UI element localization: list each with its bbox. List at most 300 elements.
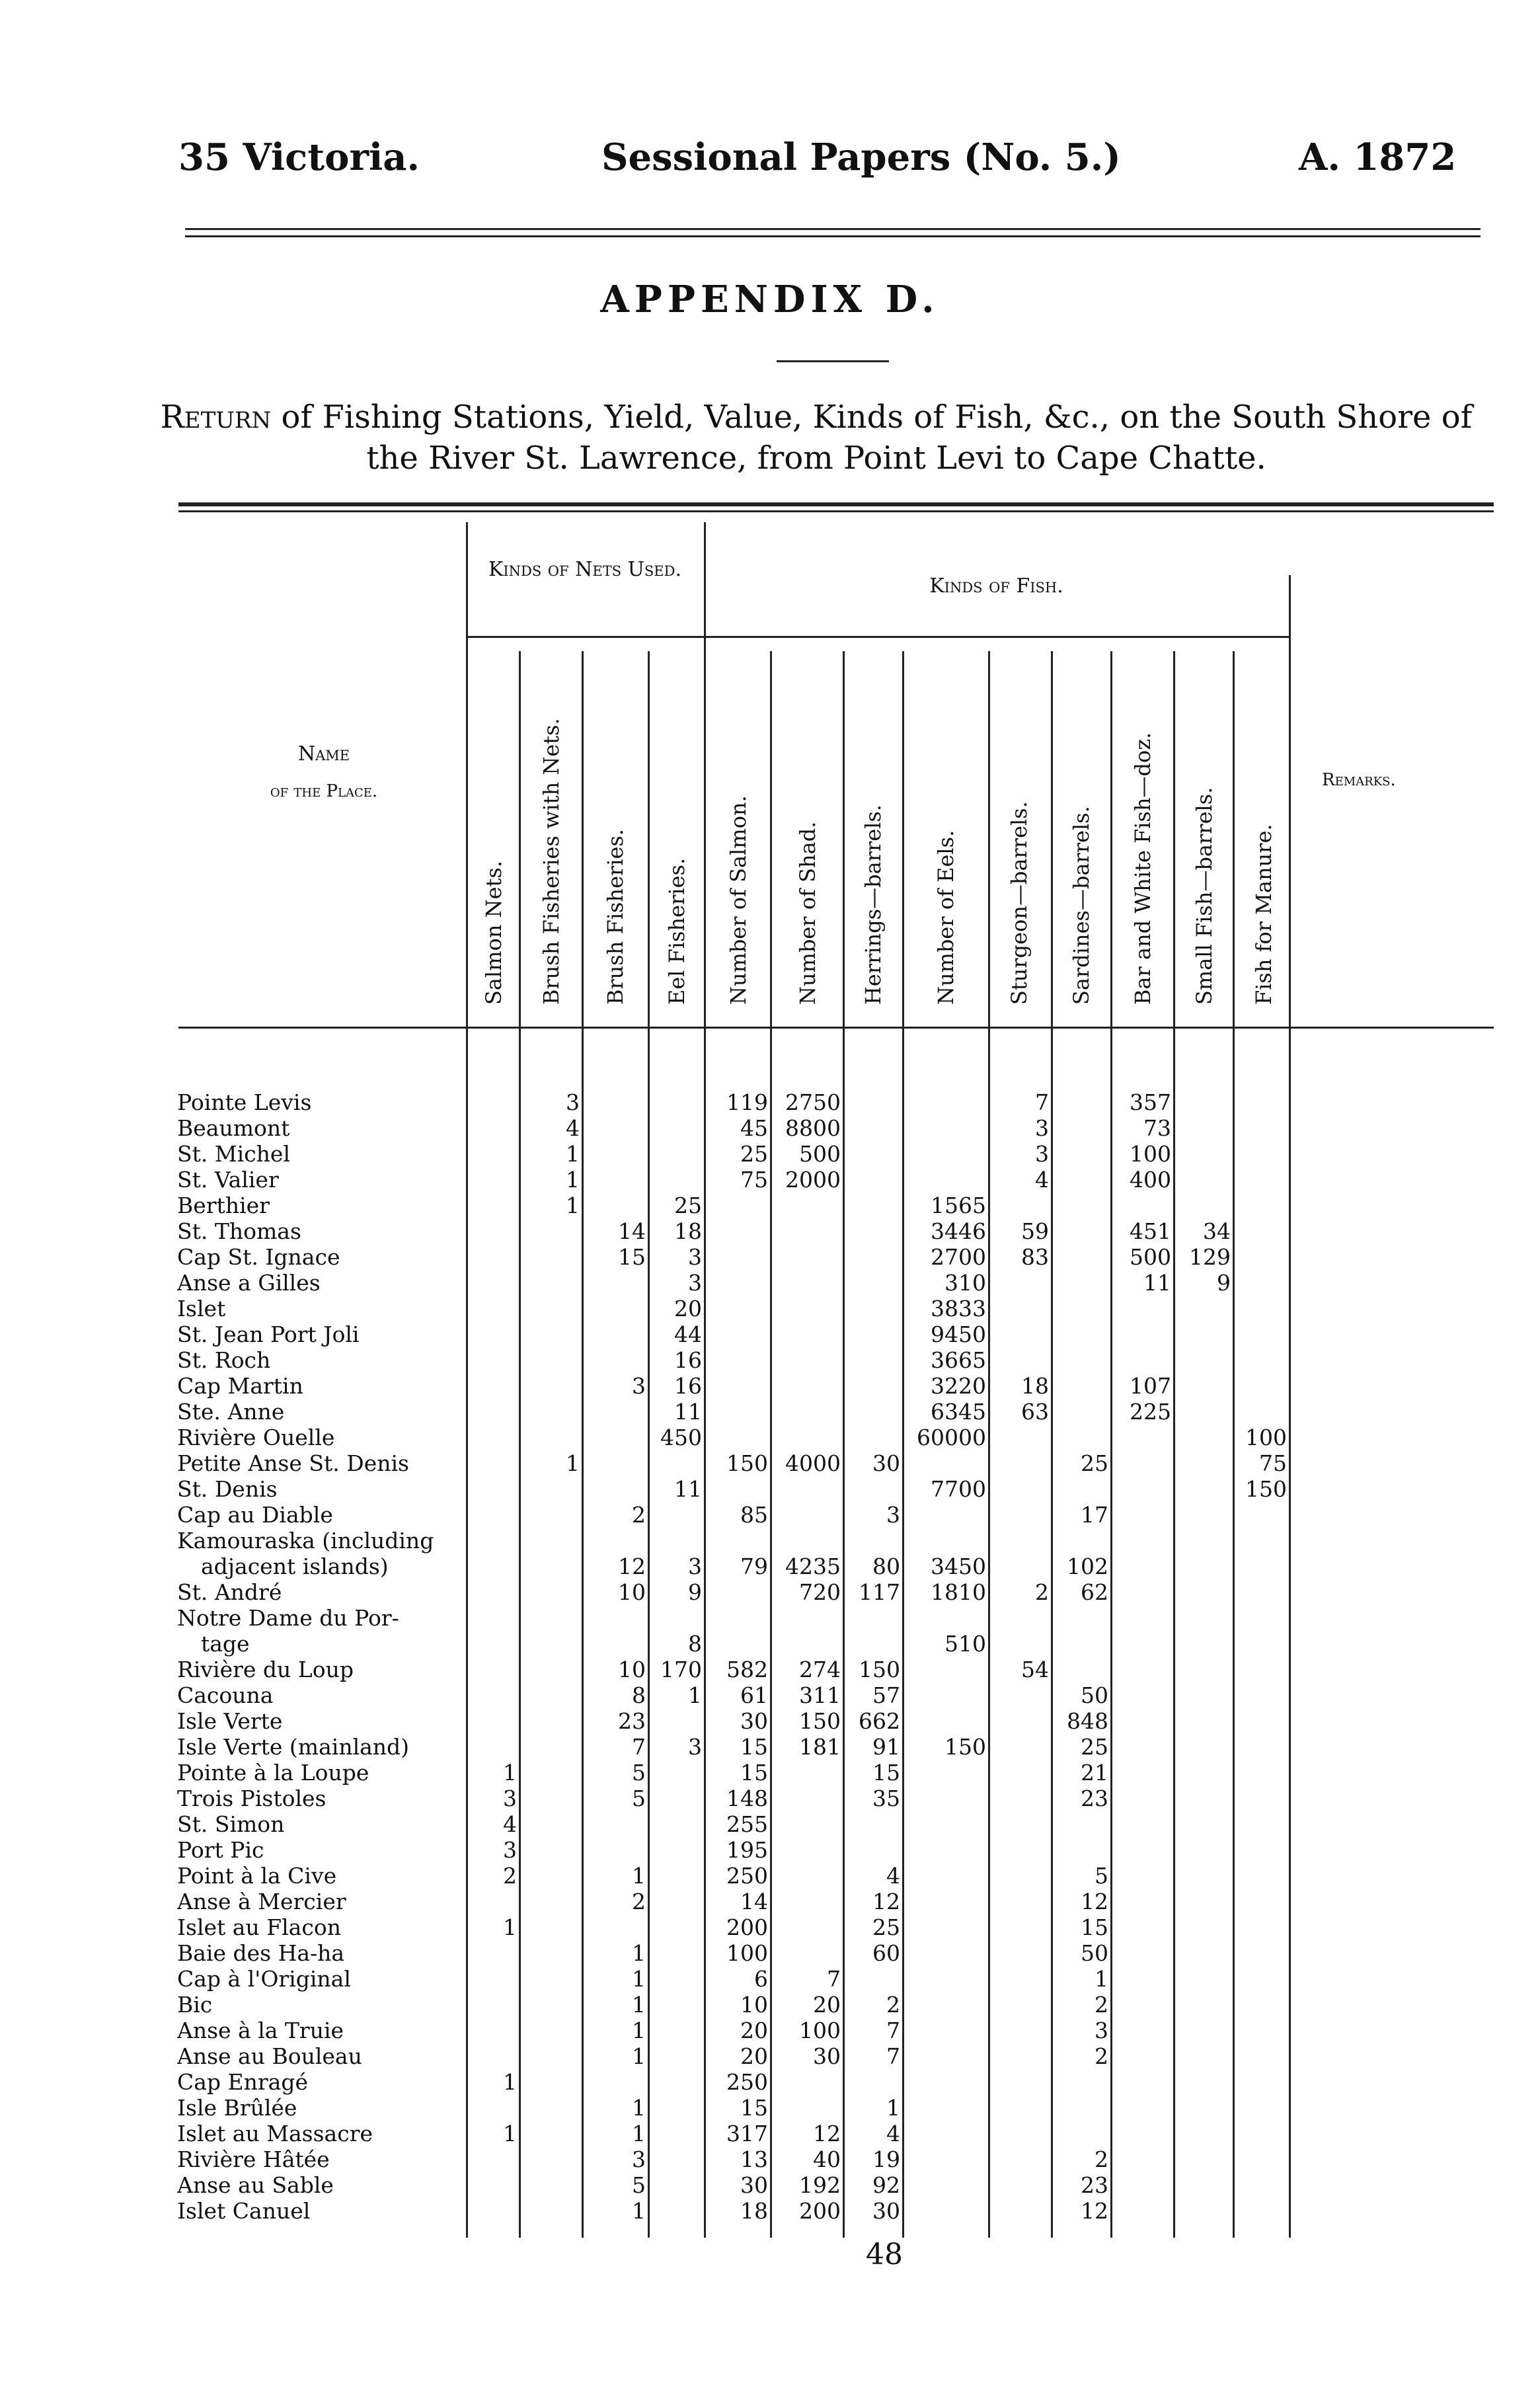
col-header-bar-white: Bar and White Fish—doz. xyxy=(1130,732,1155,1005)
value-cell xyxy=(466,1682,519,1708)
place-name-cell: Cacouna xyxy=(177,1682,274,1708)
value-cell: 2 xyxy=(1095,1992,1108,2018)
value-cell xyxy=(843,1966,902,1992)
value-cell xyxy=(648,2043,704,2069)
value-cell xyxy=(466,2018,519,2043)
value-cell xyxy=(466,1244,519,1270)
value-cell xyxy=(1233,1837,1289,1863)
value-cell xyxy=(988,1863,1051,1889)
value-cell xyxy=(770,1811,843,1837)
value-cell xyxy=(1110,2043,1173,2069)
value-cell: 195 xyxy=(726,1837,768,1863)
col-header-brush: Brush Fisheries. xyxy=(603,828,628,1005)
value-cell: 3 xyxy=(688,1734,702,1760)
table-row xyxy=(177,1141,1289,1167)
value-cell xyxy=(582,1270,648,1296)
value-cell xyxy=(1233,1347,1289,1373)
value-cell xyxy=(519,1296,582,1321)
value-cell xyxy=(1173,1579,1233,1605)
value-cell: 18 xyxy=(740,2198,768,2224)
value-cell xyxy=(1051,1141,1110,1167)
value-cell xyxy=(902,1760,988,1786)
value-cell: 7 xyxy=(1035,1089,1049,1115)
value-cell: 450 xyxy=(660,1425,702,1450)
value-cell: 5 xyxy=(632,2172,646,2198)
place-name-cell: Port Pic xyxy=(177,1837,264,1863)
value-cell xyxy=(704,1605,770,1631)
value-cell xyxy=(519,1553,582,1579)
value-cell xyxy=(648,1992,704,2018)
value-cell xyxy=(1173,1889,1233,1914)
header-bottom-rule xyxy=(178,1027,1494,1029)
place-name-cell: Baie des Ha-ha xyxy=(177,1940,345,1966)
value-cell xyxy=(466,1089,519,1115)
value-cell xyxy=(770,1760,843,1786)
value-cell xyxy=(519,1657,582,1682)
value-cell xyxy=(1173,1734,1233,1760)
value-cell: 1 xyxy=(566,1450,580,1476)
value-cell xyxy=(1233,1657,1289,1682)
value-cell: 6345 xyxy=(931,1399,986,1425)
value-cell xyxy=(1233,1399,1289,1425)
value-cell xyxy=(466,1992,519,2018)
value-cell xyxy=(1173,1786,1233,1811)
value-cell xyxy=(770,1631,843,1657)
value-cell xyxy=(843,1193,902,1218)
value-cell xyxy=(988,1682,1051,1708)
place-name-cell: Anse au Sable xyxy=(177,2172,334,2198)
value-cell xyxy=(902,1089,988,1115)
table-row xyxy=(177,2043,1289,2069)
return-word: Return xyxy=(160,399,272,436)
value-cell: 19 xyxy=(872,2146,900,2172)
value-cell xyxy=(704,1631,770,1657)
value-cell: 30 xyxy=(740,1708,768,1734)
value-cell xyxy=(648,1940,704,1966)
table-top-rule xyxy=(178,502,1494,506)
name-header-line2: of the Place. xyxy=(270,781,378,801)
value-cell xyxy=(1233,1811,1289,1837)
value-cell: 4 xyxy=(886,2121,900,2146)
place-name-cell: St. Simon xyxy=(177,1811,285,1837)
value-cell xyxy=(902,2043,988,2069)
table-row xyxy=(177,1940,1289,1966)
value-cell xyxy=(902,1605,988,1631)
value-cell xyxy=(1233,2172,1289,2198)
value-cell xyxy=(1110,1966,1173,1992)
place-name-cell: Petite Anse St. Denis xyxy=(177,1450,409,1476)
value-cell xyxy=(770,2069,843,2095)
table-row xyxy=(177,1966,1289,1992)
value-cell xyxy=(582,1193,648,1218)
value-cell xyxy=(466,1167,519,1193)
value-cell xyxy=(1173,1399,1233,1425)
value-cell xyxy=(1233,1373,1289,1399)
value-cell xyxy=(902,1966,988,1992)
value-cell: 61 xyxy=(740,1682,768,1708)
table-row xyxy=(177,2121,1289,2146)
col-header-sardines: Sardines—barrels. xyxy=(1069,806,1094,1005)
value-cell xyxy=(582,1347,648,1373)
value-cell xyxy=(1110,1914,1173,1940)
value-cell: 20 xyxy=(674,1296,702,1321)
value-cell xyxy=(1051,1476,1110,1502)
value-cell xyxy=(1233,2069,1289,2095)
value-cell xyxy=(1173,1296,1233,1321)
place-name-cell: Pointe Levis xyxy=(177,1089,312,1115)
value-cell xyxy=(1110,1193,1173,1218)
place-name-cell: Cap à l'Original xyxy=(177,1966,351,1992)
place-name-cell: Rivière Hâtée xyxy=(177,2146,330,2172)
value-cell: 30 xyxy=(872,2198,900,2224)
value-cell xyxy=(1173,1528,1233,1553)
value-cell xyxy=(582,2069,648,2095)
value-cell xyxy=(648,1760,704,1786)
value-cell xyxy=(1110,1579,1173,1605)
value-cell xyxy=(519,1321,582,1347)
value-cell xyxy=(1233,2146,1289,2172)
value-cell xyxy=(843,1167,902,1193)
value-cell xyxy=(1110,1476,1173,1502)
value-cell: 79 xyxy=(740,1553,768,1579)
value-cell: 8 xyxy=(688,1631,702,1657)
value-cell: 1 xyxy=(632,2198,646,2224)
table-row xyxy=(177,1786,1289,1811)
value-cell xyxy=(1173,1167,1233,1193)
header-left: 35 Victoria. xyxy=(178,136,420,179)
value-cell xyxy=(704,1218,770,1244)
value-cell xyxy=(466,1476,519,1502)
value-cell: 10 xyxy=(618,1657,646,1682)
value-cell: 1 xyxy=(566,1141,580,1167)
value-cell xyxy=(770,1373,843,1399)
value-cell xyxy=(843,1270,902,1296)
table-row xyxy=(177,1502,1289,1528)
value-cell: 21 xyxy=(1081,1760,1108,1786)
value-cell xyxy=(1233,1193,1289,1218)
table-row xyxy=(177,1657,1289,1682)
value-cell: 13 xyxy=(740,2146,768,2172)
value-cell: 7 xyxy=(827,1966,841,1992)
value-cell: 2 xyxy=(1095,2043,1108,2069)
value-cell: 1 xyxy=(503,2069,517,2095)
group-header-nets: Kinds of Nets Used. xyxy=(488,558,682,581)
value-cell xyxy=(988,1502,1051,1528)
value-cell xyxy=(466,1734,519,1760)
value-cell: 357 xyxy=(1130,1089,1171,1115)
value-cell: 12 xyxy=(872,1889,900,1914)
value-cell: 225 xyxy=(1130,1399,1171,1425)
value-cell xyxy=(1173,1476,1233,1502)
value-cell xyxy=(466,1940,519,1966)
value-cell xyxy=(988,1708,1051,1734)
value-cell xyxy=(704,1373,770,1399)
value-cell: 75 xyxy=(1259,1450,1287,1476)
value-cell: 2 xyxy=(1035,1579,1049,1605)
value-cell: 3 xyxy=(688,1553,702,1579)
value-cell xyxy=(648,1115,704,1141)
value-cell: 23 xyxy=(1081,2172,1108,2198)
value-cell: 1 xyxy=(688,1682,702,1708)
value-cell xyxy=(1173,2018,1233,2043)
value-cell xyxy=(988,1811,1051,1837)
value-cell: 3 xyxy=(886,1502,900,1528)
place-name-cell: Pointe à la Loupe xyxy=(177,1760,369,1786)
value-cell xyxy=(1051,1631,1110,1657)
value-cell xyxy=(648,2018,704,2043)
value-cell xyxy=(648,1837,704,1863)
value-cell: 30 xyxy=(813,2043,841,2069)
value-cell: 2 xyxy=(1095,2146,1108,2172)
value-cell xyxy=(582,1811,648,1837)
value-cell: 9 xyxy=(688,1579,702,1605)
value-cell: 20 xyxy=(740,2043,768,2069)
value-cell xyxy=(582,1425,648,1450)
value-cell: 75 xyxy=(740,1167,768,1193)
value-cell xyxy=(1110,1811,1173,1837)
value-cell: 510 xyxy=(944,1631,986,1657)
value-cell: 50 xyxy=(1081,1940,1108,1966)
value-cell xyxy=(648,2146,704,2172)
value-cell xyxy=(1173,1450,1233,1476)
table-row xyxy=(177,1296,1289,1321)
value-cell xyxy=(466,2146,519,2172)
value-cell xyxy=(902,1940,988,1966)
value-cell xyxy=(582,1141,648,1167)
value-cell: 3 xyxy=(1035,1141,1049,1167)
value-cell: 4000 xyxy=(785,1450,841,1476)
value-cell xyxy=(1051,2095,1110,2121)
table-row xyxy=(177,1476,1289,1502)
value-cell xyxy=(902,1708,988,1734)
value-cell xyxy=(988,1914,1051,1940)
value-cell xyxy=(988,1296,1051,1321)
value-cell xyxy=(466,1347,519,1373)
value-cell: 400 xyxy=(1130,1167,1171,1193)
value-cell xyxy=(1233,1218,1289,1244)
value-cell: 80 xyxy=(872,1553,900,1579)
value-cell xyxy=(843,1296,902,1321)
value-cell xyxy=(770,1296,843,1321)
value-cell xyxy=(1051,1399,1110,1425)
value-cell: 100 xyxy=(1130,1141,1171,1167)
table-row xyxy=(177,1992,1289,2018)
col-rule xyxy=(1289,575,1291,2238)
value-cell xyxy=(902,2069,988,2095)
value-cell xyxy=(1051,1347,1110,1373)
value-cell: 100 xyxy=(726,1940,768,1966)
value-cell xyxy=(988,1476,1051,1502)
value-cell xyxy=(519,1502,582,1528)
value-cell xyxy=(902,1502,988,1528)
place-name-cell: tage xyxy=(201,1631,250,1657)
value-cell xyxy=(1173,1682,1233,1708)
value-cell xyxy=(1051,1218,1110,1244)
table-row xyxy=(177,1244,1289,1270)
value-cell xyxy=(648,1141,704,1167)
place-name-cell: Cap au Diable xyxy=(177,1502,333,1528)
value-cell xyxy=(988,2172,1051,2198)
place-name-cell: St. Thomas xyxy=(177,1218,301,1244)
place-name-cell: Islet Canuel xyxy=(177,2198,311,2224)
value-cell: 102 xyxy=(1067,1553,1108,1579)
value-cell xyxy=(988,2069,1051,2095)
value-cell: 1 xyxy=(503,1914,517,1940)
value-cell xyxy=(466,1605,519,1631)
value-cell xyxy=(519,2198,582,2224)
value-cell xyxy=(843,1347,902,1373)
value-cell: 3446 xyxy=(931,1218,986,1244)
table-row xyxy=(177,2146,1289,2172)
value-cell: 54 xyxy=(1021,1657,1049,1682)
table-row xyxy=(177,1373,1289,1399)
value-cell xyxy=(902,1992,988,2018)
table-row xyxy=(177,2069,1289,2095)
value-cell: 500 xyxy=(1130,1244,1171,1270)
value-cell xyxy=(1110,1296,1173,1321)
place-name-cell: Islet au Massacre xyxy=(177,2121,373,2146)
value-cell: 23 xyxy=(1081,1786,1108,1811)
value-cell xyxy=(988,1605,1051,1631)
value-cell xyxy=(988,2198,1051,2224)
value-cell: 83 xyxy=(1021,1244,1049,1270)
value-cell: 3 xyxy=(503,1837,517,1863)
value-cell xyxy=(466,1553,519,1579)
value-cell xyxy=(770,1889,843,1914)
value-cell xyxy=(1110,1992,1173,2018)
value-cell xyxy=(1110,2018,1173,2043)
value-cell: 2 xyxy=(632,1502,646,1528)
value-cell xyxy=(843,1837,902,1863)
header-rule-top xyxy=(185,228,1481,230)
value-cell xyxy=(902,1889,988,1914)
value-cell xyxy=(843,1631,902,1657)
value-cell: 12 xyxy=(1081,2198,1108,2224)
value-cell xyxy=(770,1476,843,1502)
value-cell: 3450 xyxy=(931,1553,986,1579)
value-cell xyxy=(770,1914,843,1940)
table-row xyxy=(177,1811,1289,1837)
col-header-brush-with-nets: Brush Fisheries with Nets. xyxy=(539,718,564,1005)
value-cell: 20 xyxy=(813,1992,841,2018)
value-cell xyxy=(1110,1321,1173,1347)
place-name-cell: Cap Enragé xyxy=(177,2069,308,2095)
value-cell: 12 xyxy=(618,1553,646,1579)
value-cell xyxy=(519,1682,582,1708)
value-cell xyxy=(648,2095,704,2121)
value-cell: 311 xyxy=(799,1682,841,1708)
value-cell xyxy=(1051,1115,1110,1141)
value-cell xyxy=(1233,1089,1289,1115)
value-cell xyxy=(466,1218,519,1244)
value-cell: 8800 xyxy=(785,1115,841,1141)
value-cell xyxy=(519,1347,582,1373)
value-cell: 59 xyxy=(1021,1218,1049,1244)
table-row xyxy=(177,1425,1289,1450)
value-cell xyxy=(1110,1863,1173,1889)
value-cell: 7 xyxy=(886,2018,900,2043)
value-cell xyxy=(1110,1734,1173,1760)
value-cell xyxy=(466,1579,519,1605)
value-cell xyxy=(1233,1760,1289,1786)
value-cell: 200 xyxy=(799,2198,841,2224)
value-cell xyxy=(988,1992,1051,2018)
value-cell xyxy=(466,1631,519,1657)
value-cell xyxy=(770,1863,843,1889)
value-cell: 148 xyxy=(726,1786,768,1811)
value-cell xyxy=(648,2172,704,2198)
value-cell xyxy=(519,1966,582,1992)
place-name-cell: Isle Verte (mainland) xyxy=(177,1734,410,1760)
place-name-cell: Berthier xyxy=(177,1193,270,1218)
value-cell: 7 xyxy=(632,1734,646,1760)
value-cell xyxy=(902,1786,988,1811)
value-cell xyxy=(1233,1966,1289,1992)
value-cell: 35 xyxy=(872,1786,900,1811)
value-cell xyxy=(648,1708,704,1734)
remarks-header: Remarks. xyxy=(1322,770,1396,790)
value-cell xyxy=(1051,1270,1110,1296)
value-cell: 7 xyxy=(886,2043,900,2069)
value-cell xyxy=(1173,1914,1233,1940)
value-cell xyxy=(466,1141,519,1167)
value-cell: 451 xyxy=(1130,1218,1171,1244)
value-cell xyxy=(1110,2121,1173,2146)
table-row xyxy=(177,1708,1289,1734)
value-cell: 2700 xyxy=(931,1244,986,1270)
value-cell xyxy=(582,1115,648,1141)
value-cell: 150 xyxy=(859,1657,900,1682)
value-cell: 17 xyxy=(1081,1502,1108,1528)
value-cell: 1810 xyxy=(931,1579,986,1605)
value-cell xyxy=(1173,1553,1233,1579)
value-cell xyxy=(1051,1193,1110,1218)
value-cell xyxy=(1233,1579,1289,1605)
value-cell: 44 xyxy=(674,1321,702,1347)
return-caption xyxy=(159,397,1474,479)
value-cell xyxy=(582,1399,648,1425)
page-number: 48 xyxy=(866,2238,903,2271)
value-cell: 1 xyxy=(503,1760,517,1786)
place-name-cell: St. Valier xyxy=(177,1167,279,1193)
title-rule xyxy=(777,360,889,362)
value-cell xyxy=(1173,2121,1233,2146)
value-cell xyxy=(466,1528,519,1553)
value-cell xyxy=(1173,1992,1233,2018)
value-cell xyxy=(648,2121,704,2146)
value-cell xyxy=(1110,1837,1173,1863)
value-cell xyxy=(1173,1425,1233,1450)
value-cell xyxy=(466,2043,519,2069)
value-cell xyxy=(1233,1553,1289,1579)
value-cell: 250 xyxy=(726,2069,768,2095)
value-cell xyxy=(770,1528,843,1553)
value-cell xyxy=(843,1321,902,1347)
value-cell: 255 xyxy=(726,1811,768,1837)
value-cell: 662 xyxy=(859,1708,900,1734)
value-cell xyxy=(519,2121,582,2146)
value-cell: 6 xyxy=(754,1966,768,1992)
value-cell: 1 xyxy=(1095,1966,1108,1992)
value-cell xyxy=(988,1347,1051,1373)
place-name-cell: Cap Martin xyxy=(177,1373,303,1399)
value-cell: 3665 xyxy=(931,1347,986,1373)
value-cell xyxy=(843,1605,902,1631)
value-cell xyxy=(770,1270,843,1296)
value-cell xyxy=(519,1605,582,1631)
value-cell: 25 xyxy=(872,1914,900,1940)
table-top-rule-thin xyxy=(178,510,1494,512)
